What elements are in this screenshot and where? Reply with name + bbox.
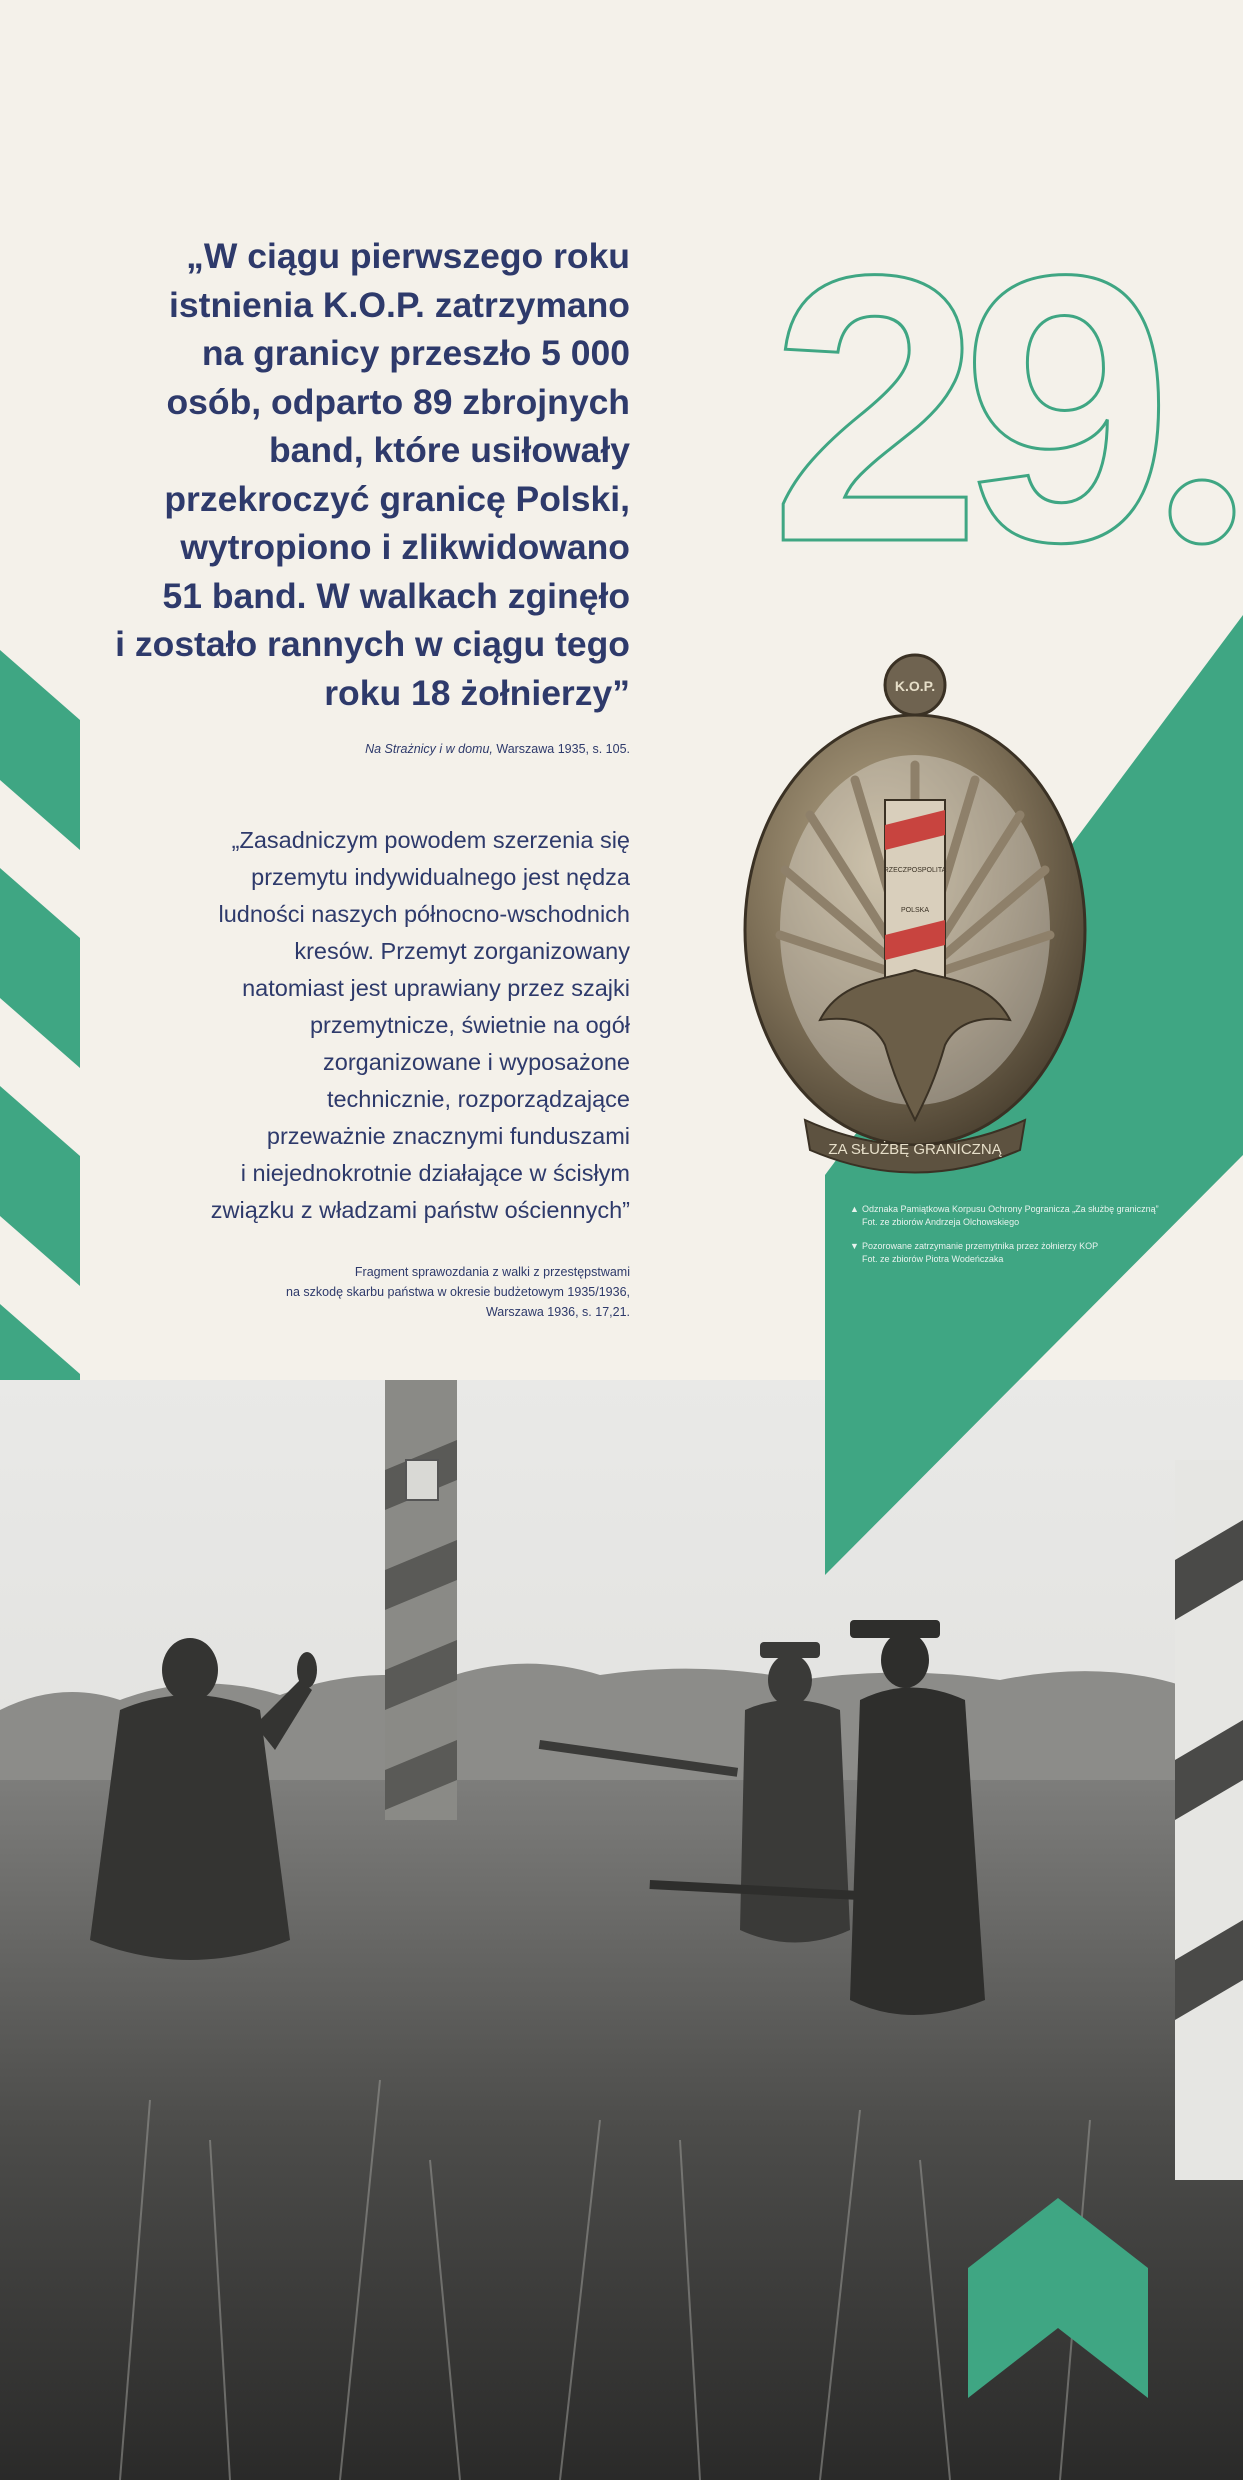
badge-plate-top: RZECZPOSPOLITA [883,867,947,874]
second-quote-line: przeważnie znacznymi funduszami [266,1123,630,1149]
main-quote-line: przekroczyć granicę Polski, [164,478,630,519]
source-title: Na Strażnicy i w domu, [365,742,493,756]
second-quote-line: przemytu indywidualnego jest nędza [251,864,630,890]
main-quote-line: na granicy przeszło 5 000 [201,333,630,373]
source-line: Warszawa 1936, s. 17,21. [485,1305,630,1319]
second-quote-source [220,1262,630,1322]
caption-arrow-down-icon: ▼ [850,1241,859,1251]
second-quote-line: technicznie, rozporządzające [326,1086,630,1112]
second-quote-line: kresów. Przemyt zorganizowany [294,938,630,964]
caption-badge [850,1203,1170,1229]
source-line: na szkodę skarbu państwa w okresie budżetowym 1935/1936, [286,1285,630,1299]
chevron-up-icon [968,2198,1148,2398]
caption-text: Odznaka Pamiątkowa Korpusu Ochrony Pogranicza „Za służbę graniczną” [862,1204,1159,1214]
caption-text: Pozorowane zatrzymanie przemytnika przez żołnierzy KOP [862,1241,1099,1251]
number-text: 29 [770,210,1153,570]
second-quote-line: ludności naszych północno-wschodnich [218,901,630,927]
second-quote-line: i niejednokrotnie działające w ścisłym [240,1160,630,1186]
source-details: Warszawa 1935, s. 105. [492,742,630,756]
caption-credit: Fot. ze zbiorów Andrzeja Olchowskiego [862,1217,1020,1227]
second-quote-line: przemytnicze, świetnie na ogół [309,1012,630,1038]
main-quote-line: band, które usiłowały [269,430,630,470]
number-dot [1170,480,1234,544]
caption-credit: Fot. ze zbiorów Piotra Wodeńczaka [862,1254,1004,1264]
panel-number [770,210,1240,570]
source-line: Fragment sprawozdania z walki z przestępstwami [354,1265,630,1279]
caption-photo [850,1240,1170,1266]
second-quote-line: natomiast jest uprawiany przez szajki [242,975,630,1001]
second-quote-line: „Zasadniczym powodem szerzenia się [231,827,630,853]
main-quote-line: i zostało rannych w ciągu tego [115,624,630,664]
second-quote [170,822,630,1229]
main-quote-line: 51 band. W walkach zginęło [162,575,630,616]
main-quote-line: roku 18 żołnierzy” [324,672,630,713]
second-quote-line: zorganizowane i wyposażone [323,1049,630,1075]
badge-plate-bottom: POLSKA [900,907,930,914]
badge-kop-text: K.O.P. [894,678,936,694]
second-quote-line: związku z władzami państw ościennych” [210,1197,630,1223]
main-quote-line: osób, odparto 89 zbrojnych [166,381,630,422]
main-quote-line: wytropiono i zlikwidowano [180,527,630,567]
main-quote-line: istnienia K.O.P. zatrzymano [169,284,630,325]
badge-motto: ZA SŁUŻBĘ GRANICZNĄ [828,1141,1002,1158]
main-quote-line: „W ciągu pierwszego roku [186,236,630,276]
main-quote-source [150,742,630,756]
kop-badge-emblem [735,650,1095,1180]
caption-arrow-up-icon: ▲ [850,1204,859,1214]
main-quote [100,232,630,717]
